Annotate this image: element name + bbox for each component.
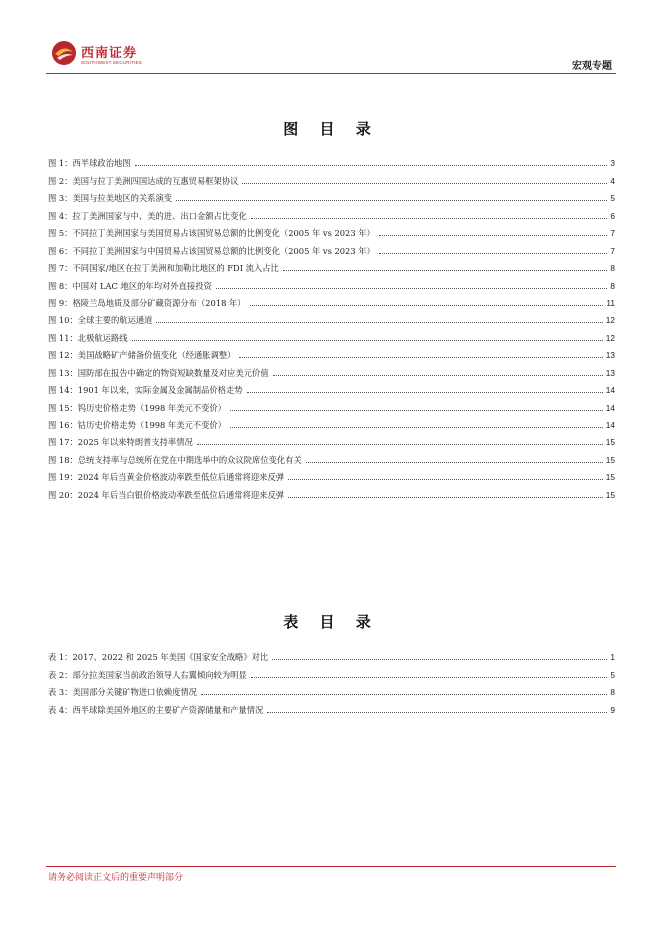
dot-leader [216,288,608,289]
figure-toc-entry-label: 图 12：美国战略矿产储备价值变化（经通胀调整） [48,350,236,361]
figure-toc-entry[interactable] [48,186,615,203]
dot-leader [283,270,608,271]
dot-leader [197,444,603,445]
figure-toc-entry-page: 6 [610,210,615,221]
table-toc-entry-page: 8 [610,687,615,698]
footer-disclaimer: 请务必阅读正文后的重要声明部分 [48,873,184,883]
dot-leader [273,375,603,376]
figure-toc-entry[interactable] [48,360,615,377]
figure-toc-entry[interactable] [48,395,615,412]
figure-toc-entry-page: 8 [610,280,615,291]
dot-leader [288,497,603,498]
figure-toc-entry-label: 图 1：西半球政治地图 [48,158,131,169]
figure-toc-entry[interactable] [48,465,615,482]
figure-toc-entry-page: 15 [605,472,615,483]
dot-leader [230,427,603,428]
dot-leader [132,340,603,341]
figure-toc-entry-label: 图 2：美国与拉丁美洲四国达成的互惠贸易框架协议 [48,175,239,186]
figure-toc-entry-page: 15 [605,489,615,500]
figure-toc-entry-label: 图 10：全球主要的航运通道 [48,315,153,326]
figure-toc-entry-page: 3 [610,158,615,169]
figure-toc-entry[interactable] [48,430,615,447]
figure-toc-entry-label: 图 4：拉丁美洲国家与中、美的进、出口金额占比变化 [48,210,247,221]
figure-toc-entry-page: 15 [605,437,615,448]
figure-toc-entry-label: 图 13：国防部在报告中确定的物资短缺数量及对应美元价值 [48,367,269,378]
dot-leader [288,479,603,480]
figure-toc-entry-label: 图 8：中国对 LAC 地区的年均对外直接投资 [48,280,212,291]
logo-emblem-icon [51,40,77,66]
figure-toc-entry-page: 12 [605,315,615,326]
document-type-label: 宏观专题 [572,61,612,72]
table-toc-entry[interactable] [48,697,615,714]
dot-leader [156,322,602,323]
figure-toc-entry[interactable] [48,273,615,290]
figure-toc-entry-label: 图 15：钨历史价格走势（1998 年美元不变价） [48,402,226,413]
figure-toc-entry[interactable] [48,291,615,308]
figure-toc-entry-label: 图 14：1901 年以来，实际金属及金属制品价格走势 [48,385,243,396]
logo-text-cn: 西南证券 [81,46,138,61]
dot-leader [176,200,607,201]
table-toc-entry-label: 表 1：2017、2022 和 2025 年美国《国家安全战略》对比 [48,652,269,663]
figures-toc-list [48,151,615,500]
figure-toc-entry[interactable] [48,447,615,464]
figure-toc-entry-page: 14 [605,420,615,430]
table-toc-entry-label: 表 2：部分拉美国家当前政治领导人右翼倾向较为明显 [48,669,247,680]
table-toc-entry-label: 表 4：西半球除美国外地区的主要矿产资源储量和产量情况 [48,704,264,715]
figure-toc-entry[interactable] [48,203,615,220]
table-toc-entry-label: 表 3：美国部分关键矿物进口依赖度情况 [48,687,197,698]
figure-toc-entry-page: 13 [605,350,615,361]
dot-leader [239,357,602,358]
tables-toc-list [48,645,615,715]
footer-divider [46,866,616,867]
dot-leader [250,305,604,306]
figure-toc-entry-label: 图 3：美国与拉美地区的关系演变 [48,193,173,204]
figure-toc-entry-label: 图 5：不同拉丁美洲国家与美国贸易占该国贸易总额的比例变化（2005 年 vs 2023 年） [48,228,375,239]
dot-leader [379,253,608,254]
table-toc-entry-page: 1 [610,652,615,663]
figures-toc-title: 图 目 录 [283,120,379,138]
figure-toc-entry-label: 图 19：2024 年后当黄金价格波动率跌至低位后通常将迎来反弹 [48,472,285,483]
dot-leader [242,183,607,184]
figure-toc-entry[interactable] [48,256,615,273]
dot-leader [135,165,608,166]
figure-toc-entry-page: 15 [605,454,615,465]
figure-toc-entry[interactable] [48,151,615,168]
figure-toc-entry-page: 8 [610,263,615,274]
figure-toc-entry-page: 14 [605,385,615,396]
figure-toc-entry-label: 图 7：不同国家/地区在拉丁美洲和加勒比地区的 FDI 流入占比 [48,263,279,274]
dot-leader [251,218,608,219]
figure-toc-entry-label: 图 16：钴历史价格走势（1998 年美元不变价） [48,420,226,430]
dot-leader [272,659,607,660]
figure-toc-entry[interactable] [48,238,615,255]
figure-toc-entry[interactable] [48,308,615,325]
figure-toc-entry-page: 7 [610,228,615,239]
figure-toc-entry-label: 图 11：北极航运路线 [48,332,128,343]
dot-leader [247,392,603,393]
figure-toc-entry[interactable] [48,413,615,430]
tables-toc-title: 表 目 录 [283,613,379,631]
figure-toc-entry-label: 图 6：不同拉丁美洲国家与中国贸易占该国贸易总额的比例变化（2005 年 vs 2023 年） [48,245,375,256]
table-toc-entry[interactable] [48,645,615,662]
figure-toc-entry-page: 11 [606,297,615,308]
table-toc-entry[interactable] [48,680,615,697]
dot-leader [379,235,608,236]
figure-toc-entry-page: 7 [610,245,615,256]
logo-text-en: SOUTHWEST SECURITIES [81,60,142,65]
figure-toc-entry-page: 5 [610,193,615,204]
figure-toc-entry-label: 图 20：2024 年后当白银价格波动率跌至低位后通常将迎来反弹 [48,489,285,500]
dot-leader [230,410,603,411]
figure-toc-entry-page: 14 [605,402,615,413]
table-toc-entry[interactable] [48,662,615,679]
figure-toc-entry[interactable] [48,325,615,342]
figure-toc-entry-page: 4 [610,175,615,186]
dot-leader [267,712,607,713]
figure-toc-entry[interactable] [48,343,615,360]
figure-toc-entry-label: 图 9：格陵兰岛地质及部分矿藏资源分布（2018 年） [48,297,246,308]
dot-leader [251,677,608,678]
table-toc-entry-page: 9 [610,704,615,715]
figure-toc-entry[interactable] [48,168,615,185]
figure-toc-entry[interactable] [48,378,615,395]
page-header [0,0,662,80]
figure-toc-entry-label: 图 17：2025 年以来特朗普支持率情况 [48,437,193,448]
company-logo [51,40,171,74]
header-divider [46,73,616,74]
figure-toc-entry[interactable] [48,482,615,499]
dot-leader [306,462,603,463]
figure-toc-entry-page: 12 [605,332,615,343]
figure-toc-entry[interactable] [48,221,615,238]
figure-toc-entry-page: 13 [605,367,615,378]
figure-toc-entry-label: 图 18：总统支持率与总统所在党在中期选举中的众议院席位变化有关 [48,454,302,465]
dot-leader [201,694,607,695]
table-toc-entry-page: 5 [610,669,615,680]
